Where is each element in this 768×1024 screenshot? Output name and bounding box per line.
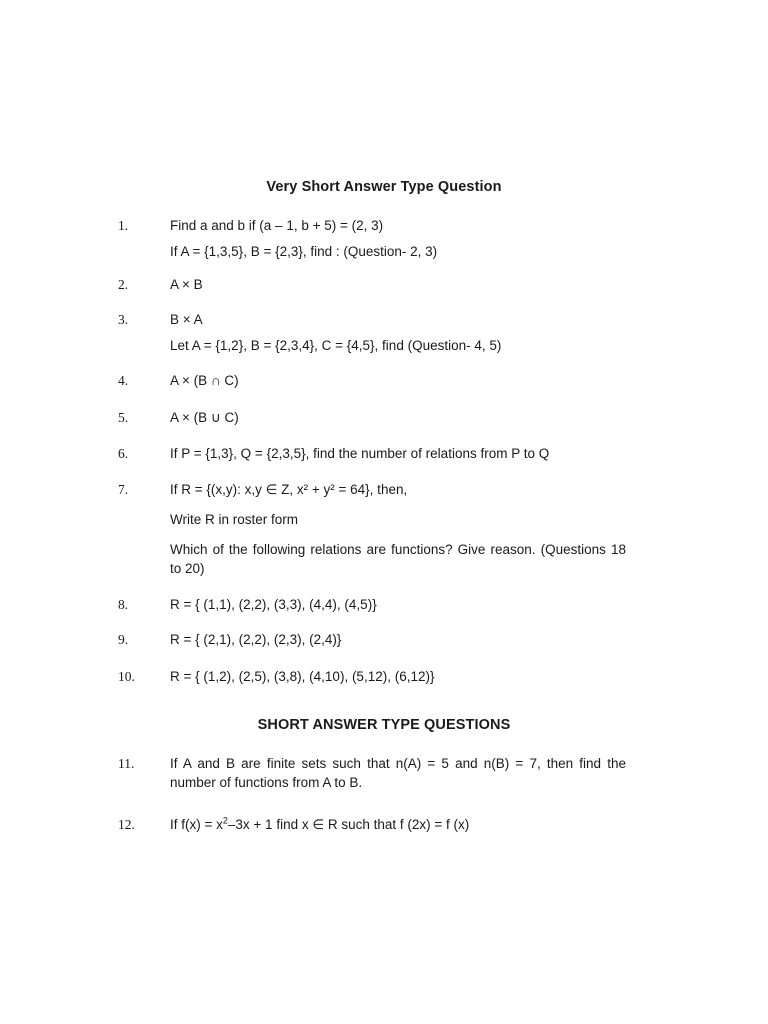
note-q7-functions: Which of the following relations are functions? Give reason. (Questions 18 to 20) [170, 542, 626, 576]
question-12-text-before: If f(x) = x [170, 817, 223, 832]
note-q7-part: Write R in roster form [170, 512, 299, 527]
question-text-12 [170, 815, 630, 834]
question-number-3: 3. [118, 312, 129, 327]
question-text-7: If R = {(x,y): x,y ∈ Z, x² + y² = 64}, then, [170, 482, 408, 497]
question-number-5: 5. [118, 410, 129, 425]
note-q3-followup: Let A = {1,2}, B = {2,3,4}, C = {4,5}, find (Question- 4, 5) [170, 338, 502, 353]
question-text-10: R = { (1,2), (2,5), (3,8), (4,10), (5,12), (6,12)} [170, 669, 435, 684]
question-text-9: R = { (2,1), (2,2), (2,3), (2,4)} [170, 632, 342, 647]
question-text-2: A × B [170, 277, 203, 292]
question-text-1: Find a and b if (a – 1, b + 5) = (2, 3) [170, 218, 384, 233]
question-number-11: 11. [118, 756, 135, 771]
question-number-2: 2. [118, 277, 129, 292]
note-q1-followup: If A = {1,3,5}, B = {2,3}, find : (Question- 2, 3) [170, 244, 438, 259]
question-number-8: 8. [118, 597, 129, 612]
question-number-9: 9. [118, 632, 129, 647]
question-12-text-after: –3x + 1 find x ∈ R such that f (2x) = f (x) [227, 817, 470, 832]
question-number-12: 12. [118, 817, 135, 832]
question-number-6: 6. [118, 446, 129, 461]
question-text-3: B × A [170, 312, 203, 327]
question-text-5: A × (B ∪ C) [170, 410, 239, 425]
question-number-10: 10. [118, 669, 135, 684]
question-text-11: If A and B are finite sets such that n(A) = 5 and n(B) = 7, then find the number of functions from A to B. [170, 756, 626, 790]
question-number-1: 1. [118, 218, 129, 233]
section-title-short: SHORT ANSWER TYPE QUESTIONS [257, 717, 511, 733]
question-number-7: 7. [118, 482, 129, 497]
question-number-4: 4. [118, 373, 129, 388]
question-text-8: R = { (1,1), (2,2), (3,3), (4,4), (4,5)} [170, 597, 377, 612]
section-title-very-short: Very Short Answer Type Question [266, 179, 502, 195]
question-text-4: A × (B ∩ C) [170, 373, 239, 388]
question-text-6: If P = {1,3}, Q = {2,3,5}, find the number of relations from P to Q [170, 446, 550, 461]
question-12-exponent: 2 [222, 815, 228, 826]
